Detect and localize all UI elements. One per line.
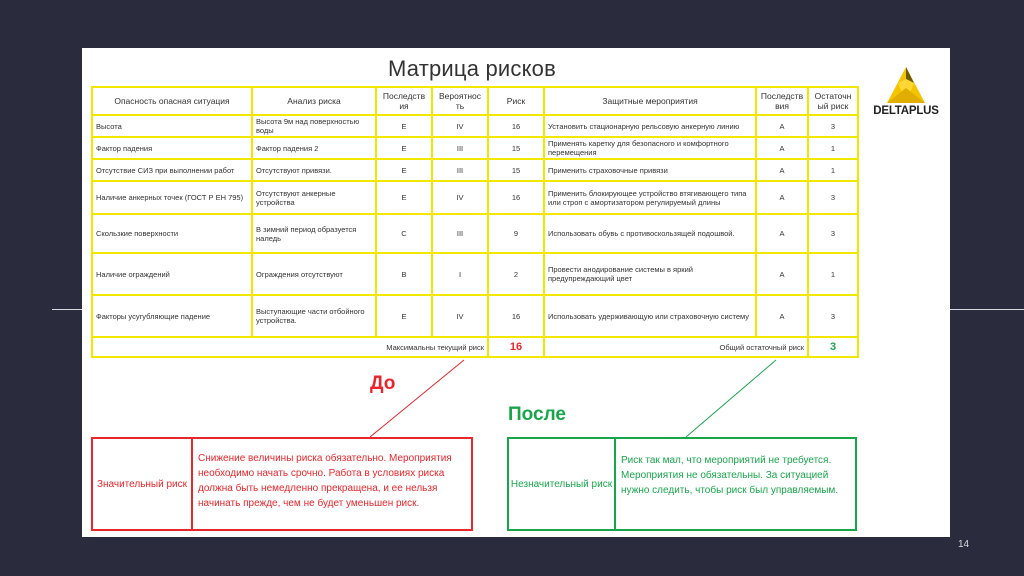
cell-residual: 1 [808, 253, 858, 295]
cell-consequence-after: A [756, 159, 808, 181]
cell-consequence-after: A [756, 137, 808, 159]
cell-hazard: Скользкие поверхности [92, 214, 252, 253]
cell-residual: 3 [808, 295, 858, 337]
cell-residual: 3 [808, 115, 858, 137]
before-risk-level: Значительный риск [93, 439, 193, 529]
cell-residual: 1 [808, 159, 858, 181]
slide-content [82, 48, 950, 537]
cell-hazard: Отсутствие СИЗ при выполнении работ [92, 159, 252, 181]
cell-measures: Применить страховочные привязи [544, 159, 756, 181]
cell-consequence: E [376, 181, 432, 214]
before-risk-description: Снижение величины риска обязательно. Мероприятия необходимо начать срочно. Работа в условиях риска должна быть немедленно прекращена, и ее нельзя начинать прежде, чем не будет уменьшен риск. [198, 453, 452, 509]
cell-risk: 16 [488, 295, 544, 337]
after-risk-description: Риск так мал, что мероприятий не требуется. Мероприятия не обязательны. За ситуацией нужно следить, чтобы риск был управляемым. [621, 455, 839, 496]
cell-consequence: E [376, 137, 432, 159]
before-label: До [370, 373, 396, 394]
before-connector-line [370, 360, 464, 437]
after-connector-line [686, 360, 776, 437]
cell-measures: Установить стационарную рельсовую анкерную линию [544, 115, 756, 137]
cell-hazard: Фактор падения [92, 137, 252, 159]
cell-probability: III [432, 137, 488, 159]
cell-measures: Применить блокирующее устройство втягивающего типа или строп с амортизатором регулируемый длины [544, 181, 756, 214]
cell-consequence: C [376, 214, 432, 253]
header-probability: Вероятнос ть [432, 87, 488, 115]
cell-consequence: E [376, 159, 432, 181]
cell-analysis: Фактор падения 2 [252, 137, 376, 159]
max-risk-label: Максимальны текущий риск [92, 337, 488, 357]
page-number: 14 [958, 539, 970, 550]
cell-consequence-after: A [756, 181, 808, 214]
cell-probability: IV [432, 295, 488, 337]
cell-probability: I [432, 253, 488, 295]
decorative-line-left [52, 309, 82, 310]
cell-hazard: Высота [92, 115, 252, 137]
cell-risk: 16 [488, 181, 544, 214]
residual-risk-value: 3 [808, 337, 858, 357]
cell-hazard: Факторы усугубляющие падение [92, 295, 252, 337]
header-consequence-after: Последств вия [756, 87, 808, 115]
slide-title: Матрица рисков [388, 56, 556, 81]
cell-residual: 3 [808, 214, 858, 253]
cell-consequence-after: A [756, 115, 808, 137]
after-risk-box [507, 437, 857, 531]
cell-analysis: Отсутствуют анкерные устройства [252, 181, 376, 214]
before-risk-box [91, 437, 473, 531]
cell-analysis: Высота 9м над поверхностью воды [252, 115, 376, 137]
cell-residual: 1 [808, 137, 858, 159]
logo-text: DELTAPLUS [873, 105, 939, 117]
cell-consequence: B [376, 253, 432, 295]
cell-hazard: Наличие ограждений [92, 253, 252, 295]
header-consequence: Последств ия [376, 87, 432, 115]
cell-probability: IV [432, 181, 488, 214]
cell-measures: Использовать удерживающую или страховочную систему [544, 295, 756, 337]
cell-risk: 15 [488, 159, 544, 181]
cell-analysis: Отсутствуют привязи. [252, 159, 376, 181]
cell-analysis: Выступающие части отбойного устройства. [252, 295, 376, 337]
cell-consequence-after: A [756, 253, 808, 295]
header-analysis: Анализ риска [252, 87, 376, 115]
cell-measures: Провести анодирование системы в яркий предупреждающий цвет [544, 253, 756, 295]
cell-risk: 9 [488, 214, 544, 253]
cell-hazard: Наличие анкерных точек (ГОСТ Р ЕН 795) [92, 181, 252, 214]
after-label: После [508, 404, 566, 425]
cell-probability: III [432, 159, 488, 181]
cell-residual: 3 [808, 181, 858, 214]
cell-probability: IV [432, 115, 488, 137]
cell-analysis: В зимний период образуется наледь [252, 214, 376, 253]
cell-measures: Применять каретку для безопасного и комфортного перемещения [544, 137, 756, 159]
decorative-line-right [950, 309, 1024, 310]
header-risk: Риск [488, 87, 544, 115]
cell-consequence-after: A [756, 214, 808, 253]
header-hazard: Опасность опасная ситуация [92, 87, 252, 115]
cell-risk: 15 [488, 137, 544, 159]
cell-risk: 16 [488, 115, 544, 137]
cell-risk: 2 [488, 253, 544, 295]
cell-consequence-after: A [756, 295, 808, 337]
cell-measures: Использовать обувь с противоскользящей подошвой. [544, 214, 756, 253]
cell-analysis: Ограждения отсутствуют [252, 253, 376, 295]
residual-risk-label: Общий остаточный риск [544, 337, 808, 357]
cell-probability: III [432, 214, 488, 253]
header-measures: Защитные мероприятия [544, 87, 756, 115]
after-risk-level: Незначительный риск [509, 439, 616, 529]
header-residual: Остаточн ый риск [808, 87, 858, 115]
cell-consequence: E [376, 295, 432, 337]
max-risk-value: 16 [488, 337, 544, 357]
cell-consequence: E [376, 115, 432, 137]
